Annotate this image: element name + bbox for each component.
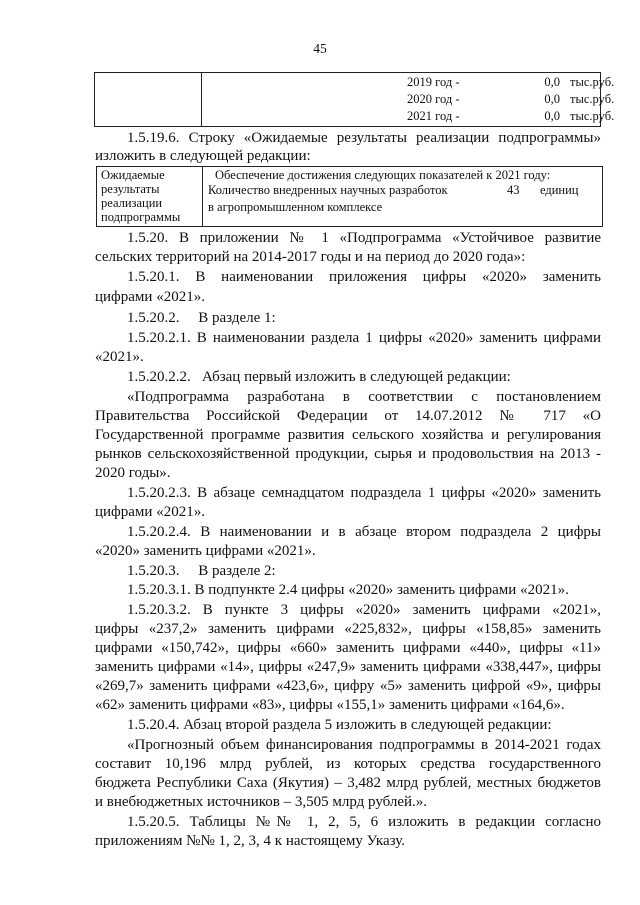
amount-value: 0,0 xyxy=(544,109,560,123)
paragraph-line: цифры «237,2» заменить цифрами «225,832», цифры «158,85» заменить xyxy=(95,621,601,637)
paragraph-1-5-20-5-cont: приложениям №№ 1, 2, 3, 4 к настоящему Указу. xyxy=(95,833,405,849)
funding-row-2020 xyxy=(367,92,615,109)
paragraph-1-5-19-6-cont: изложить в следующей редакции: xyxy=(95,148,311,164)
quote-line: «Подпрограмма разработана в соответствии с постановлением xyxy=(127,389,601,405)
amount-unit: тыс.руб. xyxy=(570,92,615,106)
amount-value: 0,0 xyxy=(544,92,560,106)
results-label-line: подпрограммы xyxy=(101,210,181,224)
results-label-line: результаты xyxy=(101,182,160,196)
paragraph-line: «269,7» заменить цифрами «423,6», цифру «5» заменить цифрой «9», цифры xyxy=(95,678,601,694)
paragraph-1-5-20-3: 1.5.20.3. В разделе 2: xyxy=(127,563,276,579)
quote-line: Государственной программе развития сельского хозяйства и регулирования xyxy=(95,427,601,443)
year-label: 2019 год - xyxy=(407,75,460,89)
quote-line: составит 10,196 млрд рублей, из которых средства государственного xyxy=(95,756,601,772)
quote-line: 2020 годы». xyxy=(95,465,171,481)
paragraph-1-5-20-3-1: 1.5.20.3.1. В подпункте 2.4 цифры «2020» заменить цифрами «2021». xyxy=(127,582,569,598)
paragraph-line: цифрами «150,742», цифры «660» заменить цифрами «440», цифры «11» xyxy=(95,640,601,656)
quote-line: и внебюджетных источников – 3,505 млрд рублей.». xyxy=(95,794,428,810)
amount-unit: тыс.руб. xyxy=(570,109,615,123)
indicator-value: 43 xyxy=(507,183,520,197)
paragraph-1-5-20-3-2: 1.5.20.3.2. В пункте 3 цифры «2020» заменить цифрами «2021», xyxy=(127,602,601,618)
year-label: 2020 год - xyxy=(407,92,460,106)
paragraph-1-5-20-2-4-cont: «2020» заменить цифрами «2021». xyxy=(95,543,316,559)
results-table-content-cell xyxy=(204,167,600,226)
paragraph-1-5-19-6: 1.5.19.6. Строку «Ожидаемые результаты реализации подпрограммы» xyxy=(127,130,601,146)
paragraph-1-5-20-2-1-cont: «2021». xyxy=(95,349,144,365)
amount-value: 0,0 xyxy=(544,75,560,89)
paragraph-1-5-20-2-3-cont: цифрами «2021». xyxy=(95,504,205,520)
year-label: 2021 год - xyxy=(407,109,460,123)
amount-unit: тыс.руб. xyxy=(570,75,615,89)
paragraph-1-5-20-1: 1.5.20.1. В наименовании приложения цифры «2020» заменить xyxy=(127,269,601,285)
paragraph-1-5-20-cont: сельских территорий на 2014-2017 годы и на период до 2020 года»: xyxy=(95,249,526,265)
results-label-line: реализации xyxy=(101,196,163,210)
quote-line: бюджета Республики Саха (Якутия) – 3,482 млрд рублей, местных бюджетов xyxy=(95,775,601,791)
indicator-name: Количество внедренных научных разработок xyxy=(208,183,448,197)
paragraph-1-5-20-2-3: 1.5.20.2.3. В абзаце семнадцатом подраздела 1 цифры «2020» заменить xyxy=(127,485,601,501)
paragraph-1-5-20-2-2: 1.5.20.2.2. Абзац первый изложить в следующей редакции: xyxy=(127,369,511,385)
paragraph-line: заменить цифрами «14», цифры «247,9» заменить цифрами «338,447», цифры xyxy=(95,659,601,675)
paragraph-1-5-20-2-4: 1.5.20.2.4. В наименовании и в абзаце втором подраздела 2 цифры xyxy=(127,524,601,540)
paragraph-1-5-20-2: 1.5.20.2. В разделе 1: xyxy=(127,310,276,326)
results-heading: Обеспечение достижения следующих показателей к 2021 году: xyxy=(215,168,551,182)
results-label-line: Ожидаемые xyxy=(101,168,165,182)
paragraph-line: «62» заменить цифрами «83», цифры «155,1» заменить цифрами «164,6». xyxy=(95,697,565,713)
quote-line: «Прогнозный объем финансирования подпрограммы в 2014-2021 годах xyxy=(127,737,601,753)
funding-table-left-cell xyxy=(95,73,202,126)
paragraph-1-5-20-2-1: 1.5.20.2.1. В наименовании раздела 1 цифры «2020» заменить цифрами xyxy=(127,330,601,346)
quote-line: Правительства Российской Федерации от 14.07.2012 № 717 «О xyxy=(95,408,601,424)
paragraph-1-5-20-5: 1.5.20.5. Таблицы №№ 1, 2, 5, 6 изложить в редакции согласно xyxy=(127,814,601,830)
quote-line: рынков сельскохозяйственной продукции, сырья и продовольствия на 2013 - xyxy=(95,446,601,462)
results-table xyxy=(96,166,603,227)
funding-table xyxy=(94,72,615,127)
indicator-name-cont: в агропромышленном комплексе xyxy=(208,200,383,214)
funding-row-2019 xyxy=(367,75,615,92)
results-table-label-cell xyxy=(97,167,203,226)
page-number: 45 xyxy=(313,41,327,56)
funding-row-2021 xyxy=(367,109,615,126)
paragraph-1-5-20-4: 1.5.20.4. Абзац второй раздела 5 изложить в следующей редакции: xyxy=(127,717,552,733)
paragraph-1-5-20: 1.5.20. В приложении № 1 «Подпрограмма «Устойчивое развитие xyxy=(127,230,601,246)
indicator-unit: единиц xyxy=(540,183,579,197)
paragraph-1-5-20-1-cont: цифрами «2021». xyxy=(95,289,205,305)
